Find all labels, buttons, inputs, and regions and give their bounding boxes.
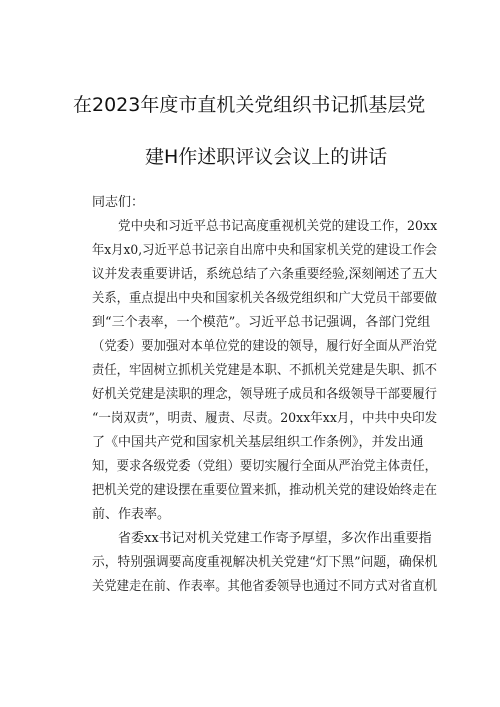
paragraph-1-line: 年x月x0,习近平总书记亲自出席中央和国家机关党的建设工作会 — [92, 243, 438, 258]
paragraph-1-line: 知，要求各级党委（党组）要切实履行全面从严治党主体责任， — [92, 459, 438, 474]
paragraph-1-line: 把机关党的建设摆在重要位置来抓，推动机关党的建设始终走在 — [92, 483, 438, 498]
paragraph-1-line: 关系，重点提出中央和国家机关各级党组织和广大党员干部要做 — [92, 291, 438, 306]
paragraph-1-line: 了《中国共产党和国家机关基层组织工作条例》，并发出通 — [92, 435, 424, 450]
paragraph-2-line: 关党建走在前、作表率。其他省委领导也通过不同方式对省直机 — [92, 579, 438, 594]
paragraph-1-line: 责任，牢固树立抓机关党建是本职、不抓机关党建是失职、抓不 — [92, 363, 438, 378]
paragraph-1-line: “一岗双责”，明责、履责、尽责。20xx年xx月，中共中央印发 — [92, 411, 438, 426]
paragraph-1-line: 党中央和习近平总书记高度重视机关党的建设工作，20xx — [118, 219, 438, 234]
salutation: 同志们： — [92, 195, 145, 210]
paragraph-2-line: 省委xx书记对机关党建工作寄予厚望，多次作出重要指 — [118, 531, 432, 546]
document-title-line-2: 建H作述职评议会议上的讲话 — [145, 146, 388, 168]
paragraph-1-line: 前、作表率。 — [92, 507, 171, 522]
paragraph-1-line: 好机关党建是渎职的理念，领导班子成员和各级领导干部要履行 — [92, 387, 438, 402]
paragraph-1-line: （党委）要加强对本单位党的建设的领导，履行好全面从严治党 — [92, 339, 438, 354]
paragraph-2-line: 示，特别强调要高度重视解决机关党建“灯下黑”问题，确保机 — [92, 555, 438, 570]
document-title-line-1: 在2023年度市直机关党组织书记抓基层党 — [73, 94, 426, 116]
paragraph-1-line: 议并发表重要讲话，系统总结了六条重要经验,深刻阐述了五大 — [92, 267, 438, 282]
paragraph-1-line: 到“三个表率，一个模范”。习近平总书记强调，各部门党组 — [92, 315, 431, 330]
